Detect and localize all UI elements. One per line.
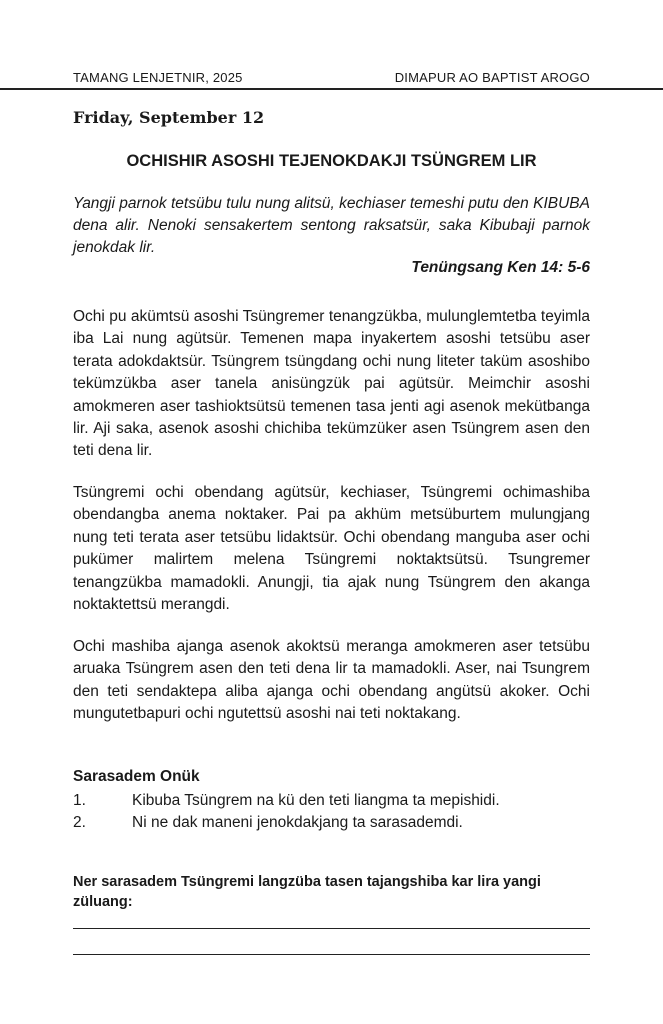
writing-line xyxy=(73,954,590,955)
devotion-date: Friday, September 12 xyxy=(73,108,265,127)
header-left-title: TAMANG LENJETNIR, 2025 xyxy=(73,70,243,85)
writing-line xyxy=(73,928,590,929)
scripture-reference: Tenüngsang Ken 14: 5-6 xyxy=(411,259,590,276)
page-header xyxy=(73,70,590,85)
header-right-title: DIMAPUR AO BAPTIST AROGO xyxy=(394,70,590,85)
question-item-2 xyxy=(73,812,590,834)
body-paragraph-1: Ochi pu akümtsü asoshi Tsüngremer tenangzükba, mulunglemtetba teyimla iba Lai nung agütsür. Temenen mapa inyakertem asoshi tetsübu aser terata adokdaktsür. Tsüngrem tsüngdang ochi nung liteter taküm asoshibo tekümzükba aser tanela anisüngzük pai agütsür. Meimchir asoshi amokmeren aser tashioktsütsü temenen tasa jenti agi asenok mekütbanga lir. Aji saka, asenok asoshi chichiba tekümzüker asen Tsüngrem asen den teti dena lir. xyxy=(73,308,590,460)
reflection-prompt: Ner sarasadem Tsüngremi langzüba tasen tajangshiba kar lira yangi züluang: xyxy=(73,874,541,910)
header-divider xyxy=(0,88,663,90)
question-text: Kibuba Tsüngrem na kü den teti liangma ta mepishidi. xyxy=(132,792,500,809)
question-item-1 xyxy=(73,790,590,812)
body-paragraph-2: Tsüngremi ochi obendang agütsür, kechiaser, Tsüngremi ochimashiba obendangba anema noktaker. Pai pa akhüm metsüburtem mulungjang nung teti terata aser tetsübu lidaktsür. Ochi obendang manguba aser ochi pukümer malirtem melena Tsüngremi noktaktsütsü. Tsungremer tenangzükba mamadokli. Anungji, tia ajak nung Tsüngrem den akanga noktaktettsü merangdi. xyxy=(73,484,590,614)
question-number: 1. xyxy=(73,792,86,809)
questions-list xyxy=(73,790,590,835)
body-paragraph-3: Ochi mashiba ajanga asenok akoktsü meranga amokmeren aser tetsübu aruaka Tsüngrem asen den teti dena lir ta mamadokli. Aser, nai Tsungrem den teti sendaktepa aliba ajanga ochi obendang angütsü akoker. Ochi mungutetbapuri ochi ngutettsü asoshi nai teti noktakang. xyxy=(73,638,590,723)
question-number: 2. xyxy=(73,814,86,832)
questions-heading: Sarasadem Onük xyxy=(73,768,200,785)
scripture-verse: Yangji parnok tetsübu tulu nung alitsü, kechiaser temeshi putu den KIBUBA dena alir. Nenoki sensakertem sentong raksatsür, saka Kibubaji parnok jenokdak lir. xyxy=(73,195,590,256)
question-text: Ni ne dak maneni jenokdakjang ta sarasademdi. xyxy=(132,814,463,832)
devotion-title: OCHISHIR ASOSHI TEJENOKDAKJI TSÜNGREM LIR xyxy=(126,152,537,170)
